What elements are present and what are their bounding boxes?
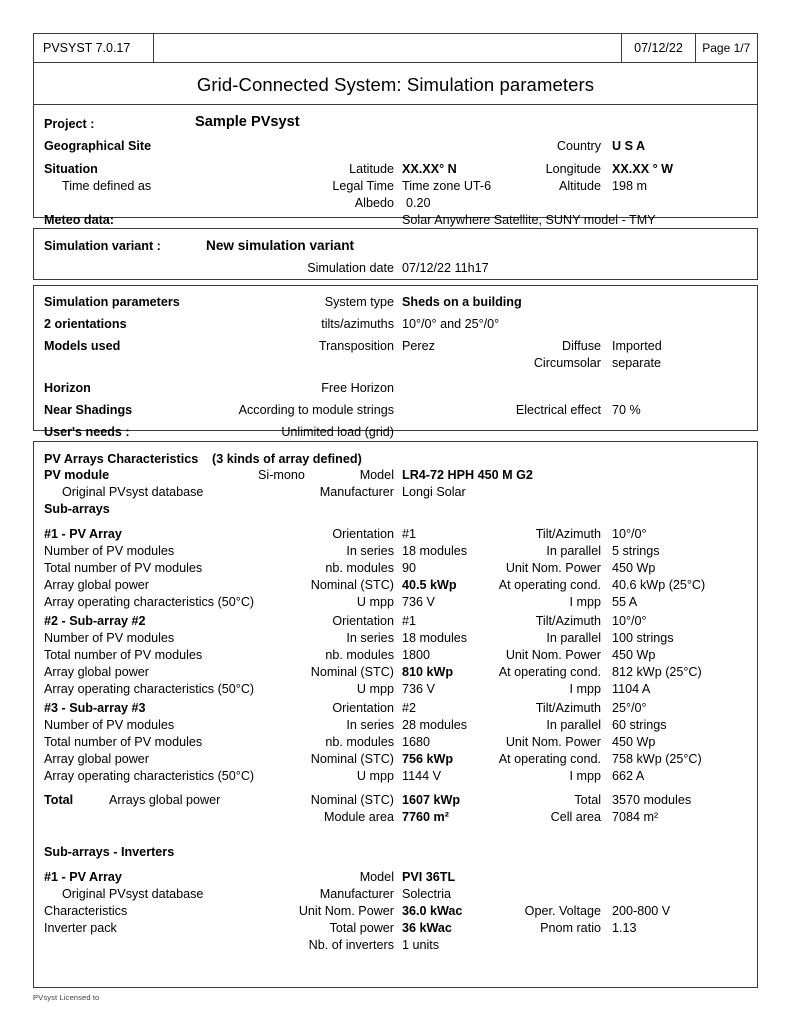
operating-chars-label: Array operating characteristics (50°C) (44, 769, 255, 783)
nb-inverters-label: Nb. of inverters (308, 938, 394, 952)
sub-array-title: #2 - Sub-array #2 (44, 614, 146, 628)
inverter-total-power-value: 36 kWac (402, 921, 452, 935)
transposition-label: Transposition (318, 339, 394, 353)
nb-modules-label: nb. modules (325, 735, 394, 749)
at-operating-label: At operating cond. (498, 752, 601, 766)
i-mpp-label: I mpp (569, 682, 601, 696)
latitude-label: Latitude (349, 162, 394, 176)
longitude-label: Longitude (545, 162, 601, 176)
longitude-value: XX.XX ° W (612, 162, 674, 176)
i-mpp-value: 1104 A (612, 682, 651, 696)
total-modules-value: 3570 modules (612, 793, 692, 807)
latitude-value: XX.XX° N (402, 162, 457, 176)
simulation-parameters-heading: Simulation parameters (44, 295, 180, 309)
nb-modules-value: 1800 (402, 648, 431, 662)
page-title: Grid-Connected System: Simulation parameters (196, 74, 595, 95)
geographical-site-label: Geographical Site (44, 139, 152, 153)
tilt-azimuth-value: 10°/0° (612, 527, 647, 541)
unit-nom-power-label: Unit Nom. Power (505, 561, 601, 575)
circumsolar-value: separate (612, 356, 662, 370)
modules-total-label: Total number of PV modules (44, 735, 203, 749)
in-series-label: In series (346, 544, 394, 558)
simulation-parameters-box (33, 285, 758, 439)
diffuse-value: Imported (612, 339, 662, 353)
in-series-value: 18 modules (402, 544, 468, 558)
nominal-stc-value: 40.5 kWp (402, 578, 457, 592)
total-label: Total (44, 793, 74, 807)
nominal-stc-label: Nominal (STC) (310, 665, 394, 679)
modules-count-label: Number of PV modules (44, 631, 175, 645)
modules-total-label: Total number of PV modules (44, 648, 203, 662)
pv-module-manufacturer-value: Longi Solar (402, 485, 466, 499)
orientation-value: #2 (402, 701, 417, 715)
total-modules-label: Total (574, 793, 601, 807)
inverter-database-label: Original PVsyst database (62, 887, 204, 901)
altitude-label: Altitude (558, 179, 601, 193)
in-parallel-value: 5 strings (612, 544, 660, 558)
models-used-label: Models used (44, 339, 121, 353)
horizon-label: Horizon (44, 381, 91, 395)
tilt-azimuth-value: 10°/0° (612, 614, 647, 628)
operating-chars-label: Array operating characteristics (50°C) (44, 682, 255, 696)
simulation-variant-name: New simulation variant (206, 238, 355, 253)
country-value: U S A (612, 139, 646, 153)
pv-arrays-characteristics-box (33, 441, 758, 988)
electrical-effect-value: 70 % (612, 403, 641, 417)
in-parallel-value: 100 strings (612, 631, 674, 645)
at-operating-label: At operating cond. (498, 578, 601, 592)
inverters-heading: Sub-arrays - Inverters (44, 845, 175, 859)
orientation-label: Orientation (332, 614, 394, 628)
simulation-date-label: Simulation date (307, 261, 394, 275)
header-date-cell: 07/12/22 (622, 34, 696, 62)
report-header-bar (33, 33, 758, 63)
pv-module-label: PV module (44, 468, 110, 482)
inverter-manufacturer-value: Solectria (402, 887, 451, 901)
tilt-azimuth-label: Tilt/Azimuth (535, 701, 601, 715)
nominal-stc-value: 810 kWp (402, 665, 454, 679)
simulation-variant-label: Simulation variant : (44, 239, 161, 253)
orientation-value: #1 (402, 527, 417, 541)
simulation-date-value: 07/12/22 11h17 (402, 261, 489, 275)
legal-time-label: Legal Time (332, 179, 394, 193)
inverter-manufacturer-label: Manufacturer (319, 887, 394, 901)
orientations-label: 2 orientations (44, 317, 127, 331)
modules-count-label: Number of PV modules (44, 544, 175, 558)
oper-voltage-label: Oper. Voltage (524, 904, 601, 918)
u-mpp-label: U mpp (356, 769, 394, 783)
time-defined-label: Time defined as (62, 179, 152, 193)
pv-arrays-heading-suffix: (3 kinds of array defined) (212, 452, 362, 466)
nominal-stc-value: 756 kWp (402, 752, 454, 766)
electrical-effect-label: Electrical effect (515, 403, 601, 417)
unit-nom-power-label: Unit Nom. Power (505, 735, 601, 749)
total-sub-label: Arrays global power (109, 793, 221, 807)
in-series-value: 28 modules (402, 718, 468, 732)
u-mpp-label: U mpp (356, 595, 394, 609)
system-type-value: Sheds on a building (402, 295, 522, 309)
tilt-azimuth-value: 25°/0° (612, 701, 647, 715)
global-power-label: Array global power (44, 578, 149, 592)
u-mpp-value: 736 V (402, 595, 435, 609)
module-area-label: Module area (323, 810, 394, 824)
footer-license-note: PVsyst Licensed to (33, 993, 100, 1002)
orientation-value: #1 (402, 614, 417, 628)
nb-modules-label: nb. modules (325, 648, 394, 662)
operating-chars-label: Array operating characteristics (50°C) (44, 595, 255, 609)
near-shadings-label: Near Shadings (44, 403, 133, 417)
project-label: Project : (44, 117, 95, 131)
i-mpp-label: I mpp (569, 595, 601, 609)
cell-area-label: Cell area (550, 810, 601, 824)
meteo-data-label: Meteo data: (44, 213, 114, 227)
global-power-label: Array global power (44, 665, 149, 679)
in-parallel-label: In parallel (546, 544, 601, 558)
cell-area-value: 7084 m² (612, 810, 659, 824)
situation-label: Situation (44, 162, 98, 176)
i-mpp-value: 662 A (612, 769, 645, 783)
inverter-block-title: #1 - PV Array (44, 870, 122, 884)
nominal-stc-label: Nominal (STC) (310, 752, 394, 766)
in-series-label: In series (346, 718, 394, 732)
u-mpp-value: 1144 V (402, 769, 441, 783)
in-series-value: 18 modules (402, 631, 468, 645)
pv-module-technology: Si-mono (258, 468, 305, 482)
pnom-ratio-label: Pnom ratio (540, 921, 601, 935)
near-shadings-value: According to module strings (238, 403, 394, 417)
nb-modules-value: 90 (402, 561, 417, 575)
albedo-value: 0.20 (406, 196, 431, 210)
document-title-band (33, 63, 758, 105)
in-parallel-label: In parallel (546, 718, 601, 732)
sub-array-title: #1 - PV Array (44, 527, 122, 541)
inverter-model-value: PVI 36TL (402, 870, 456, 884)
in-parallel-value: 60 strings (612, 718, 667, 732)
nominal-stc-label: Nominal (STC) (310, 578, 394, 592)
tilts-azimuths-label: tilts/azimuths (321, 317, 394, 331)
unit-nom-power-label: Unit Nom. Power (505, 648, 601, 662)
orientation-label: Orientation (332, 701, 394, 715)
tilt-azimuth-label: Tilt/Azimuth (535, 527, 601, 541)
users-needs-label: User's needs : (44, 425, 130, 439)
pv-module-manufacturer-label: Manufacturer (319, 485, 394, 499)
u-mpp-label: U mpp (356, 682, 394, 696)
inverter-characteristics-label: Characteristics (44, 904, 128, 918)
i-mpp-value: 55 A (612, 595, 638, 609)
at-operating-value: 758 kWp (25°C) (612, 752, 702, 766)
total-nominal-label: Nominal (STC) (310, 793, 394, 807)
pv-module-model-label: Model (359, 468, 394, 482)
modules-total-label: Total number of PV modules (44, 561, 203, 575)
in-series-label: In series (346, 631, 394, 645)
unit-nom-power-value: 450 Wp (612, 735, 656, 749)
at-operating-value: 40.6 kWp (25°C) (612, 578, 706, 592)
pv-module-model-value: LR4-72 HPH 450 M G2 (402, 468, 533, 482)
header-blank-cell (154, 34, 622, 62)
simulation-variant-box (33, 228, 758, 280)
legal-time-value: Time zone UT-6 (402, 179, 492, 193)
tilts-azimuths-value: 10°/0° and 25°/0° (402, 317, 500, 331)
tilt-azimuth-label: Tilt/Azimuth (535, 614, 601, 628)
in-parallel-label: In parallel (546, 631, 601, 645)
transposition-value: Perez (402, 339, 435, 353)
modules-count-label: Number of PV modules (44, 718, 175, 732)
at-operating-label: At operating cond. (498, 665, 601, 679)
global-power-label: Array global power (44, 752, 149, 766)
at-operating-value: 812 kWp (25°C) (612, 665, 702, 679)
pvsyst-version-cell: PVSYST 7.0.17 (34, 34, 154, 62)
pnom-ratio-value: 1.13 (612, 921, 637, 935)
inverter-unit-nom-power-value: 36.0 kWac (402, 904, 463, 918)
diffuse-label: Diffuse (562, 339, 601, 353)
unit-nom-power-value: 450 Wp (612, 648, 656, 662)
sub-array-title: #3 - Sub-array #3 (44, 701, 146, 715)
project-name: Sample PVsyst (195, 114, 300, 130)
unit-nom-power-value: 450 Wp (612, 561, 656, 575)
u-mpp-value: 736 V (402, 682, 435, 696)
pv-module-database-label: Original PVsyst database (62, 485, 204, 499)
total-nominal-value: 1607 kWp (402, 793, 461, 807)
module-area-value: 7760 m² (402, 810, 449, 824)
pv-arrays-heading: PV Arrays Characteristics (44, 452, 199, 466)
orientation-label: Orientation (332, 527, 394, 541)
country-label: Country (556, 139, 601, 153)
inverter-total-power-label: Total power (329, 921, 394, 935)
header-page-number-cell: Page 1/7 (702, 41, 751, 55)
altitude-value: 198 m (612, 179, 648, 193)
users-needs-value: Unlimited load (grid) (281, 425, 394, 439)
nb-inverters-value: 1 units (402, 938, 440, 952)
inverter-unit-nom-power-label: Unit Nom. Power (298, 904, 394, 918)
inverter-pack-label: Inverter pack (44, 921, 117, 935)
horizon-value: Free Horizon (321, 381, 394, 395)
i-mpp-label: I mpp (569, 769, 601, 783)
nb-modules-value: 1680 (402, 735, 431, 749)
nb-modules-label: nb. modules (325, 561, 394, 575)
albedo-label: Albedo (354, 196, 394, 210)
system-type-label: System type (324, 295, 394, 309)
oper-voltage-value: 200-800 V (612, 904, 671, 918)
project-info-box (33, 105, 758, 227)
inverter-model-label: Model (359, 870, 394, 884)
sub-arrays-label: Sub-arrays (44, 502, 110, 516)
circumsolar-label: Circumsolar (533, 356, 601, 370)
meteo-data-value: Solar Anywhere Satellite, SUNY model - TMY (402, 213, 656, 227)
